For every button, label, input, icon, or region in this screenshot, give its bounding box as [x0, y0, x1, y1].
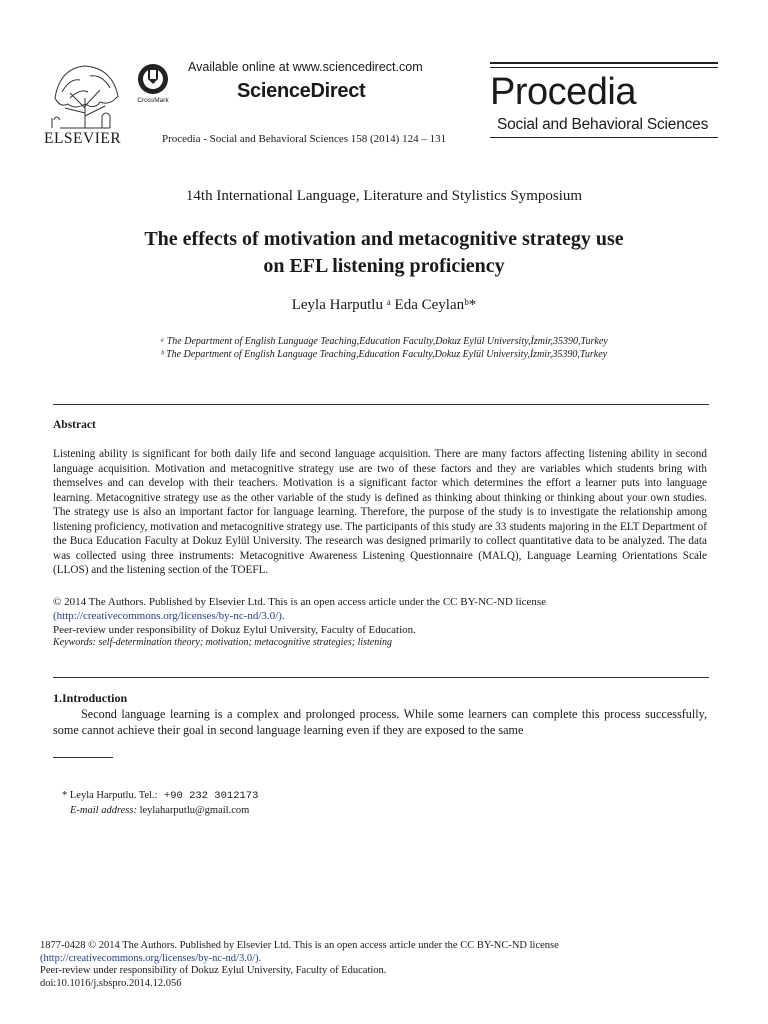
- footer-peer-review: Peer-review under responsibility of Dokuz Eylul University, Faculty of Education.: [40, 965, 387, 977]
- keywords-line: [53, 637, 392, 648]
- license-text: © 2014 The Authors. Published by Elsevier Ltd. This is an open access article under the CC BY-NC-ND license: [53, 596, 547, 608]
- footnote-contact: [62, 790, 258, 802]
- issn-footer: [40, 940, 740, 990]
- procedia-top-rule-thin: [490, 67, 718, 68]
- abstract-bottom-rule: [53, 677, 709, 678]
- doi[interactable]: doi:10.1016/j.sbspro.2014.12.056: [40, 977, 182, 989]
- sciencedirect-logo[interactable]: ScienceDirect: [237, 80, 366, 102]
- available-online-text: Available online at www.sciencedirect.com: [188, 60, 423, 74]
- procedia-logo-title: Procedia: [490, 71, 636, 113]
- license-block: [53, 595, 707, 637]
- affiliation-a: ᵃ The Department of English Language Teaching,Education Faculty,Dokuz Eylül University,İzmir,35390,Turkey: [160, 336, 608, 347]
- crossmark-icon[interactable]: [133, 62, 173, 98]
- abstract-heading: Abstract: [53, 419, 96, 431]
- footnote-author: * Leyla Harputlu. Tel.:: [62, 790, 158, 801]
- procedia-top-rule: [490, 62, 718, 64]
- procedia-logo-subtitle: Social and Behavioral Sciences: [497, 116, 709, 133]
- footnote-email-line: [70, 805, 249, 816]
- keywords-list: self-determination theory; motivation; metacognitive strategies; listening: [95, 637, 393, 648]
- symposium-name: 14th International Language, Literature and Stylistics Symposium: [185, 188, 583, 204]
- footnote-email[interactable]: leylaharputlu@gmail.com: [136, 805, 250, 816]
- issn-line: 1877-0428 © 2014 The Authors. Published by Elsevier Ltd. This is an open access article under the CC BY-NC-ND license: [40, 940, 559, 951]
- abstract-top-rule: [53, 404, 709, 405]
- peer-review-text: Peer-review under responsibility of Dokuz Eylul University, Faculty of Education.: [53, 624, 416, 636]
- procedia-bottom-rule: [490, 137, 718, 138]
- footer-license-link[interactable]: (http://creativecommons.org/licenses/by-nc-nd/3.0/).: [40, 952, 262, 964]
- abstract-body: Listening ability is significant for both daily life and second language acquisition. There are many factors affecting listening ability in second language acquisition. Motivation and metacognitive strategy use are two of these factors and they are variables which students bring with themselves and can develop with their teachers. Motivation is a significant factor which determines the effort a learner puts into language learning. Metacognitive strategy use as the other variable of the study is defined as thinking about thinking or thinking about your own studies. The strategy use is also an important factor for language learning. Therefore, the purpose of the study is to investigate the relationship among listening proficiency, motivation and metacognitive strategy use. The participants of this study are 33 students majoring in the ELT Department of the Buca Education Faculty at Dokuz Eylül University. The research was designed primarily to collect quantitative data to be analyzed. The data was collected using three instruments: Metacognitive Awareness Listening Questionnaire (MALQ), Language Learning Orientations Scale (LLOS) and the listening section of the TOEFL.: [53, 448, 707, 576]
- paper-title-line-2: on EFL listening proficiency: [263, 255, 505, 277]
- footnote-email-label: E-mail address:: [70, 805, 137, 816]
- footnote-phone: +90 232 3012173: [157, 790, 259, 802]
- introduction-body: Second language learning is a complex and prolonged process. While some learners can complete this process successfully, some cannot achieve their goal in second language learning even if they are exposed to the same: [53, 707, 707, 737]
- paper-title-line-1: The effects of motivation and metacognitive strategy use: [144, 228, 624, 250]
- license-link[interactable]: (http://creativecommons.org/licenses/by-nc-nd/3.0/).: [53, 610, 285, 622]
- journal-citation: Procedia - Social and Behavioral Sciences 158 (2014) 124 – 131: [162, 133, 447, 145]
- introduction-heading: 1.Introduction: [53, 691, 128, 705]
- crossmark-label: CrossMark: [137, 97, 169, 104]
- footnote-rule: [53, 757, 113, 758]
- elsevier-wordmark: ELSEVIER: [44, 130, 122, 147]
- paper-title: [60, 226, 708, 280]
- affiliation-b: ᵇ The Department of English Language Teaching,Education Faculty,Dokuz Eylül University,İzmir,35390,Turkey: [160, 349, 608, 360]
- author-list: Leyla Harputlu ᵃ Eda Ceylanᵇ*: [291, 297, 477, 313]
- keywords-label: Keywords:: [53, 637, 96, 648]
